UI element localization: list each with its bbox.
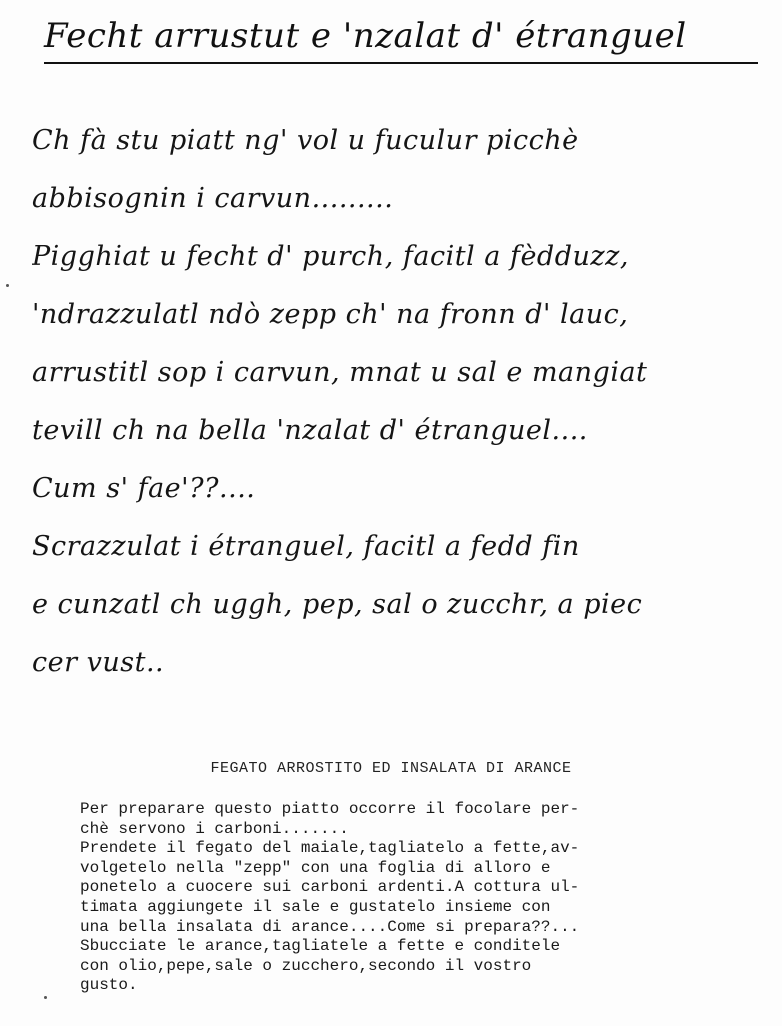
typed-title: FEGATO ARROSTITO ED INSALATA DI ARANCE xyxy=(210,760,572,777)
handwritten-line: arrustitl sop i carvun, mnat u sal e mangiat xyxy=(32,357,648,388)
typed-line: con olio,pepe,sale o zucchero,secondo il vostro xyxy=(80,956,532,975)
scan-speck xyxy=(6,284,9,287)
handwritten-line: Scrazzulat i étranguel, facitl a fedd fin xyxy=(32,531,580,562)
handwritten-line: Cum s' fae'??.... xyxy=(32,473,256,504)
typed-line: ponetelo a cuocere sui carboni ardenti.A cottura ul- xyxy=(80,878,580,897)
handwritten-line: e cunzatl ch uggh, pep, sal o zucchr, a piec xyxy=(32,589,643,620)
typed-line: gusto. xyxy=(80,976,138,995)
handwritten-line: tevill ch na bella 'nzalat d' étranguel.... xyxy=(32,415,588,446)
handwritten-line: 'ndrazzulatl ndò zepp ch' na fronn d' lauc, xyxy=(32,299,629,330)
handwritten-line: Pigghiat u fecht d' purch, facitl a fèdduzz, xyxy=(32,241,629,272)
typed-line: volgetelo nella "zepp" con una foglia di alloro e xyxy=(80,858,551,877)
typed-line: Per preparare questo piatto occorre il focolare per- xyxy=(80,800,580,818)
handwritten-line: abbisognin i carvun......... xyxy=(32,183,394,214)
handwritten-recipe xyxy=(32,112,762,692)
title-underline xyxy=(44,62,758,64)
handwritten-line: Ch fà stu piatt ng' vol u fuculur picchè xyxy=(32,125,579,156)
typed-line: Prendete il fegato del maiale,tagliatelo a fette,av- xyxy=(80,839,580,858)
typed-line: una bella insalata di arance....Come si prepara??... xyxy=(80,917,580,936)
handwritten-title: Fecht arrustut e 'nzalat d' étranguel xyxy=(44,16,687,56)
typed-line: chè servono i carboni....... xyxy=(80,819,349,838)
typed-line: Sbucciate le arance,tagliatele a fette e conditele xyxy=(80,937,561,956)
typed-recipe xyxy=(80,800,760,996)
scan-speck xyxy=(44,996,47,999)
handwritten-line: cer vust.. xyxy=(32,647,165,678)
typed-line: timata aggiungete il sale e gustatelo insieme con xyxy=(80,897,551,916)
